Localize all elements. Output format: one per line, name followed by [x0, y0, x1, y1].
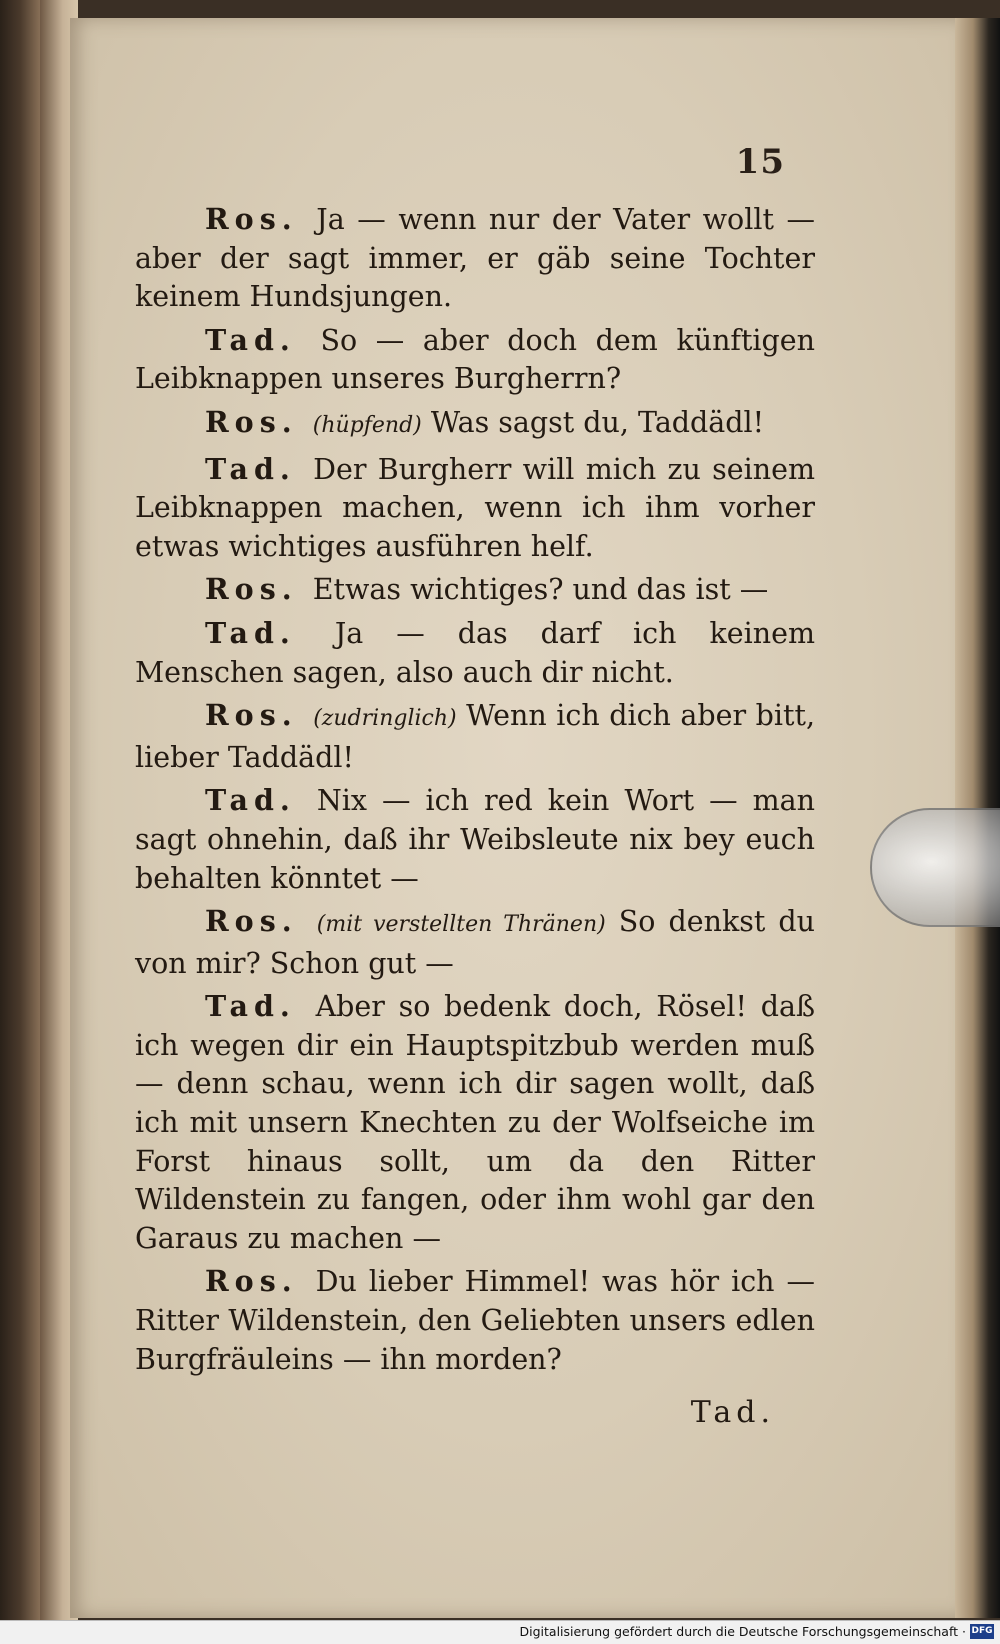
page-number: 15: [735, 142, 785, 182]
speaker-name: Ros.: [205, 904, 298, 939]
paragraph-text: Ja — wenn nur der Vater wollt — aber der sagt immer, er gäb seine Tochter keinem Hundsjungen.: [135, 203, 815, 314]
paragraph-text: Ja — das darf ich keinem Menschen sagen, also auch dir nicht.: [135, 616, 815, 689]
dialogue-paragraph: [135, 321, 815, 399]
speaker-name: Tad.: [205, 322, 296, 357]
dialogue-paragraph: [135, 696, 815, 777]
dfg-logo: DFG: [970, 1624, 994, 1639]
paragraph-text: So — aber doch dem künftigen Leibknappen unseres Burgherrn?: [135, 323, 816, 396]
dialogue-text: [135, 200, 815, 1379]
catchword: Tad.: [690, 1395, 775, 1430]
dialogue-paragraph: [135, 450, 815, 567]
paragraph-text: Wenn ich dich aber bitt, lieber Taddädl!: [135, 699, 816, 774]
paragraph-text: Der Burgherr will mich zu seinem Leibknappen machen, wenn ich ihm vorher etwas wichtiges ausführen helf.: [135, 452, 815, 563]
speaker-name: Ros.: [205, 1264, 298, 1299]
paragraph-text: Nix — ich red kein Wort — man sagt ohnehin, daß ihr Weibsleute nix bey euch behalten könntet —: [135, 784, 815, 895]
speaker-name: Tad.: [205, 451, 296, 486]
dialogue-paragraph: [135, 614, 815, 692]
paragraph-text: So denkst du von mir? Schon gut —: [135, 905, 816, 980]
speaker-name: Ros.: [205, 572, 298, 607]
paragraph-text: Aber so bedenk doch, Rösel! daß ich wegen dir ein Hauptspitzbub werden muß — denn schau, wenn ich dir sagen wollt, daß ich mit unsern Knechten zu der Wolfseiche im Forst hinaus sollt, um da den Ritter Wildenstein zu fangen, oder ihm wohl gar den Garaus zu machen —: [135, 990, 815, 1255]
footer-bar: [0, 1620, 1000, 1644]
stage-direction: (zudringlich): [313, 706, 457, 732]
paragraph-text: Etwas wichtiges? und das ist —: [312, 573, 769, 607]
dialogue-paragraph: [135, 403, 815, 446]
speaker-name: Tad.: [205, 783, 296, 818]
paragraph-text: Was sagst du, Taddädl!: [430, 405, 765, 439]
speaker-name: Ros.: [205, 698, 298, 733]
speaker-name: Tad.: [205, 989, 296, 1024]
speaker-name: Ros.: [205, 202, 298, 236]
dialogue-paragraph: [135, 570, 815, 610]
speaker-name: Tad.: [205, 615, 296, 650]
dialogue-paragraph: [135, 1262, 815, 1379]
stage-direction: (mit verstellten Thränen): [316, 912, 606, 938]
footer-credit: Digitalisierung gefördert durch die Deutsche Forschungsgemeinschaft ·: [519, 1624, 966, 1639]
stage-direction: (hüpfend): [312, 412, 422, 438]
dialogue-paragraph: [135, 987, 815, 1258]
dialogue-paragraph: [135, 781, 815, 898]
paragraph-text: Du lieber Himmel! was hör ich — Ritter Wildenstein, den Geliebten unsers edlen Burgfräuleins — ihn morden?: [135, 1265, 815, 1376]
page-clip-holder: [870, 808, 1000, 927]
dialogue-paragraph: [135, 200, 815, 317]
speaker-name: Ros.: [205, 404, 298, 439]
dialogue-paragraph: [135, 902, 815, 983]
